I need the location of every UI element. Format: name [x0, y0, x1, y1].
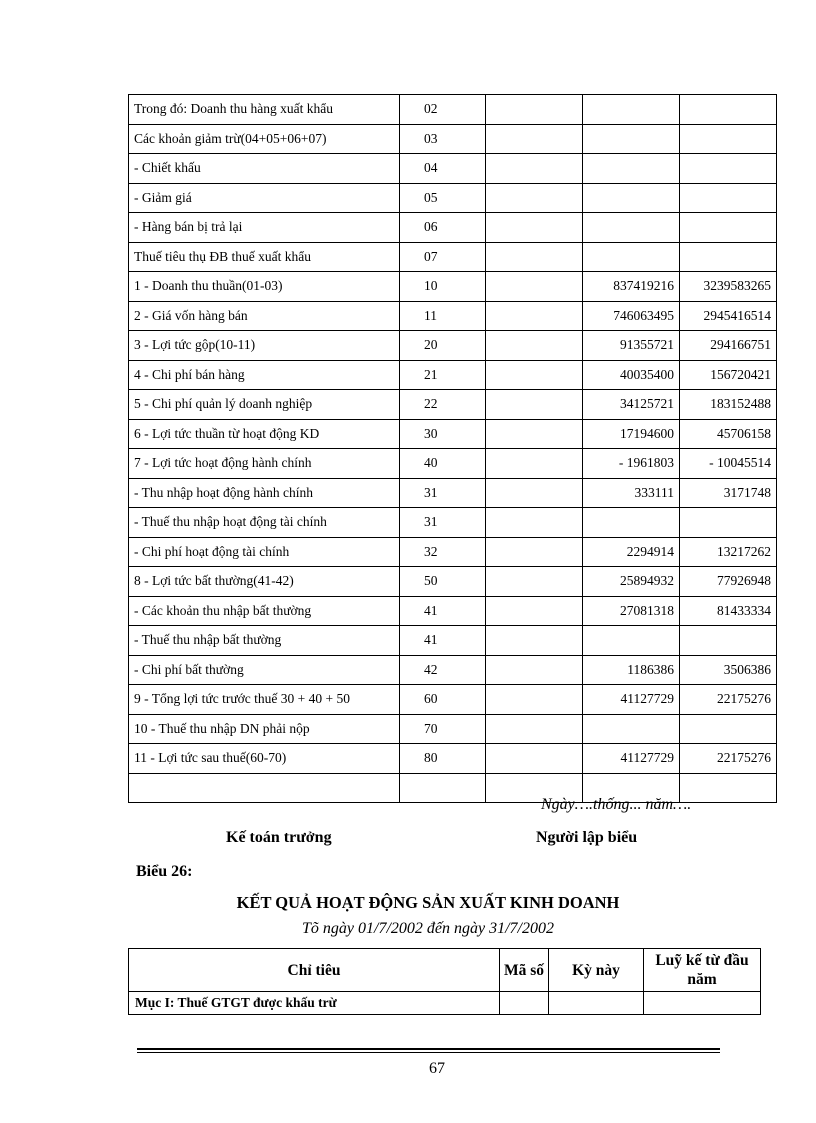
row-code: 31: [400, 478, 486, 508]
row-name: Thuế tiêu thụ ĐB thuế xuất khẩu: [129, 242, 400, 272]
row-blank: [486, 331, 583, 361]
row-ky-nay: 746063495: [583, 301, 680, 331]
row-ky-nay: [583, 213, 680, 243]
row-blank: [486, 744, 583, 774]
income-statement-table: [128, 94, 777, 803]
row-code: 03: [400, 124, 486, 154]
row-luy-ke: 22175276: [680, 744, 777, 774]
row-name: Các khoản giảm trừ(04+05+06+07): [129, 124, 400, 154]
row-name: - Thu nhập hoạt động hành chính: [129, 478, 400, 508]
table-row: [129, 537, 777, 567]
row-luy-ke: 2945416514: [680, 301, 777, 331]
row-blank: [486, 272, 583, 302]
header-luy-ke: Luỹ kế từ đầu năm: [644, 949, 761, 992]
row-blank: [486, 360, 583, 390]
row-code: 50: [400, 567, 486, 597]
row-name: - Giảm giá: [129, 183, 400, 213]
row-code: [500, 992, 549, 1015]
chief-accountant-label: Kế toán trưởng: [226, 829, 332, 846]
row-code: 30: [400, 419, 486, 449]
row-luy-ke: [680, 154, 777, 184]
table-row: [129, 272, 777, 302]
row-name: - Chi phí bất thường: [129, 655, 400, 685]
row-name: 3 - Lợi tức gộp(10-11): [129, 331, 400, 361]
row-ky-nay: [583, 508, 680, 538]
row-ky-nay: 1186386: [583, 655, 680, 685]
row-luy-ke: 13217262: [680, 537, 777, 567]
row-code: 10: [400, 272, 486, 302]
table-row: [129, 626, 777, 656]
row-luy-ke: 77926948: [680, 567, 777, 597]
row-code: 11: [400, 301, 486, 331]
row-blank: [486, 95, 583, 125]
table-row: [129, 331, 777, 361]
row-code: 20: [400, 331, 486, 361]
table-row: [129, 596, 777, 626]
row-blank: [486, 478, 583, 508]
row-blank: [486, 537, 583, 567]
table-header-row: [129, 949, 761, 992]
row-name: 10 - Thuế thu nhập DN phải nộp: [129, 714, 400, 744]
row-name: 7 - Lợi tức hoạt động hành chính: [129, 449, 400, 479]
header-ma-so: Mã số: [500, 949, 549, 992]
table-row: [129, 508, 777, 538]
row-code: 31: [400, 508, 486, 538]
business-results-table: [128, 948, 761, 1015]
row-name: 4 - Chi phí bán hàng: [129, 360, 400, 390]
row-ky-nay: [583, 242, 680, 272]
row-name: - Chi phí hoạt động tài chính: [129, 537, 400, 567]
footer-rule: [137, 1048, 720, 1050]
row-luy-ke: 3171748: [680, 478, 777, 508]
table-row: [129, 685, 777, 715]
row-luy-ke: [680, 773, 777, 803]
row-blank: [486, 714, 583, 744]
row-luy-ke: [680, 183, 777, 213]
table-row: [129, 567, 777, 597]
row-code: 60: [400, 685, 486, 715]
row-name: - Thuế thu nhập bất thường: [129, 626, 400, 656]
form-label: Biểu 26:: [136, 863, 193, 880]
row-name: Mục I: Thuế GTGT được khấu trừ: [129, 992, 500, 1015]
row-name: 6 - Lợi tức thuần từ hoạt động KD: [129, 419, 400, 449]
row-luy-ke: [680, 508, 777, 538]
row-luy-ke: 3506386: [680, 655, 777, 685]
row-ky-nay: 91355721: [583, 331, 680, 361]
row-luy-ke: [680, 242, 777, 272]
table-row: [129, 95, 777, 125]
row-blank: [486, 508, 583, 538]
row-blank: [486, 124, 583, 154]
row-ky-nay: 41127729: [583, 685, 680, 715]
row-blank: [486, 154, 583, 184]
row-ky-nay: 2294914: [583, 537, 680, 567]
row-blank: [486, 419, 583, 449]
row-ky-nay: 40035400: [583, 360, 680, 390]
table-row: [129, 154, 777, 184]
row-ky-nay: 17194600: [583, 419, 680, 449]
row-name: 5 - Chi phí quản lý doanh nghiệp: [129, 390, 400, 420]
row-blank: [486, 301, 583, 331]
row-ky-nay: [583, 95, 680, 125]
table-row: [129, 419, 777, 449]
row-luy-ke: [680, 213, 777, 243]
row-luy-ke: [644, 992, 761, 1015]
row-blank: [486, 685, 583, 715]
row-ky-nay: [583, 626, 680, 656]
row-name: - Hàng bán bị trả lại: [129, 213, 400, 243]
row-ky-nay: - 1961803: [583, 449, 680, 479]
row-name: - Các khoản thu nhập bất thường: [129, 596, 400, 626]
row-ky-nay: 25894932: [583, 567, 680, 597]
row-code: 21: [400, 360, 486, 390]
row-name: - Chiết khấu: [129, 154, 400, 184]
row-ky-nay: 333111: [583, 478, 680, 508]
row-ky-nay: [549, 992, 644, 1015]
row-ky-nay: [583, 183, 680, 213]
row-name: [129, 773, 400, 803]
row-code: 41: [400, 626, 486, 656]
row-luy-ke: 22175276: [680, 685, 777, 715]
row-code: 02: [400, 95, 486, 125]
row-blank: [486, 183, 583, 213]
table-row: [129, 390, 777, 420]
table-row: [129, 478, 777, 508]
row-luy-ke: [680, 626, 777, 656]
page-number: 67: [429, 1060, 445, 1077]
row-luy-ke: 156720421: [680, 360, 777, 390]
row-ky-nay: [583, 124, 680, 154]
row-code: 40: [400, 449, 486, 479]
date-line: Ngày….thống... năm….: [541, 796, 692, 813]
report-period: Tõ ngày 01/7/2002 đến ngày 31/7/2002: [302, 920, 554, 937]
row-blank: [486, 655, 583, 685]
row-luy-ke: [680, 95, 777, 125]
row-code: 32: [400, 537, 486, 567]
row-name: 9 - Tổng lợi tức trước thuế 30 + 40 + 50: [129, 685, 400, 715]
row-luy-ke: [680, 714, 777, 744]
row-ky-nay: 34125721: [583, 390, 680, 420]
row-code: 41: [400, 596, 486, 626]
row-luy-ke: 294166751: [680, 331, 777, 361]
row-name: 2 - Giá vốn hàng bán: [129, 301, 400, 331]
row-name: - Thuế thu nhập hoạt động tài chính: [129, 508, 400, 538]
header-chi-tieu: Chỉ tiêu: [129, 949, 500, 992]
row-code: 07: [400, 242, 486, 272]
table-row: [129, 213, 777, 243]
row-code: 05: [400, 183, 486, 213]
table-row: [129, 360, 777, 390]
row-luy-ke: 3239583265: [680, 272, 777, 302]
row-luy-ke: [680, 124, 777, 154]
row-ky-nay: 837419216: [583, 272, 680, 302]
table-row: [129, 183, 777, 213]
table-row: [129, 449, 777, 479]
row-blank: [486, 390, 583, 420]
row-name: 8 - Lợi tức bất thường(41-42): [129, 567, 400, 597]
row-blank: [486, 596, 583, 626]
row-ky-nay: [583, 714, 680, 744]
table-row: [129, 124, 777, 154]
row-blank: [486, 626, 583, 656]
row-code: 04: [400, 154, 486, 184]
row-luy-ke: 183152488: [680, 390, 777, 420]
row-blank: [486, 213, 583, 243]
row-luy-ke: 45706158: [680, 419, 777, 449]
table-row: [129, 744, 777, 774]
table-row: [129, 655, 777, 685]
row-code: 22: [400, 390, 486, 420]
row-blank: [486, 242, 583, 272]
row-code: 80: [400, 744, 486, 774]
row-name: 1 - Doanh thu thuần(01-03): [129, 272, 400, 302]
row-blank: [486, 567, 583, 597]
row-blank: [486, 449, 583, 479]
row-ky-nay: 41127729: [583, 744, 680, 774]
table-row: [129, 992, 761, 1015]
table-row: [129, 301, 777, 331]
row-code: 42: [400, 655, 486, 685]
header-ky-nay: Kỳ này: [549, 949, 644, 992]
row-code: 06: [400, 213, 486, 243]
row-name: Trong đó: Doanh thu hàng xuất khẩu: [129, 95, 400, 125]
row-luy-ke: 81433334: [680, 596, 777, 626]
row-ky-nay: 27081318: [583, 596, 680, 626]
row-name: 11 - Lợi tức sau thuế(60-70): [129, 744, 400, 774]
row-code: [400, 773, 486, 803]
table-row: [129, 242, 777, 272]
footer-rule-thin: [137, 1052, 720, 1053]
preparer-label: Người lập biểu: [536, 829, 638, 846]
row-luy-ke: - 10045514: [680, 449, 777, 479]
row-code: 70: [400, 714, 486, 744]
report-title: KẾT QUẢ HOẠT ĐỘNG SẢN XUẤT KINH DOANH: [236, 893, 620, 912]
table-row: [129, 714, 777, 744]
row-ky-nay: [583, 154, 680, 184]
